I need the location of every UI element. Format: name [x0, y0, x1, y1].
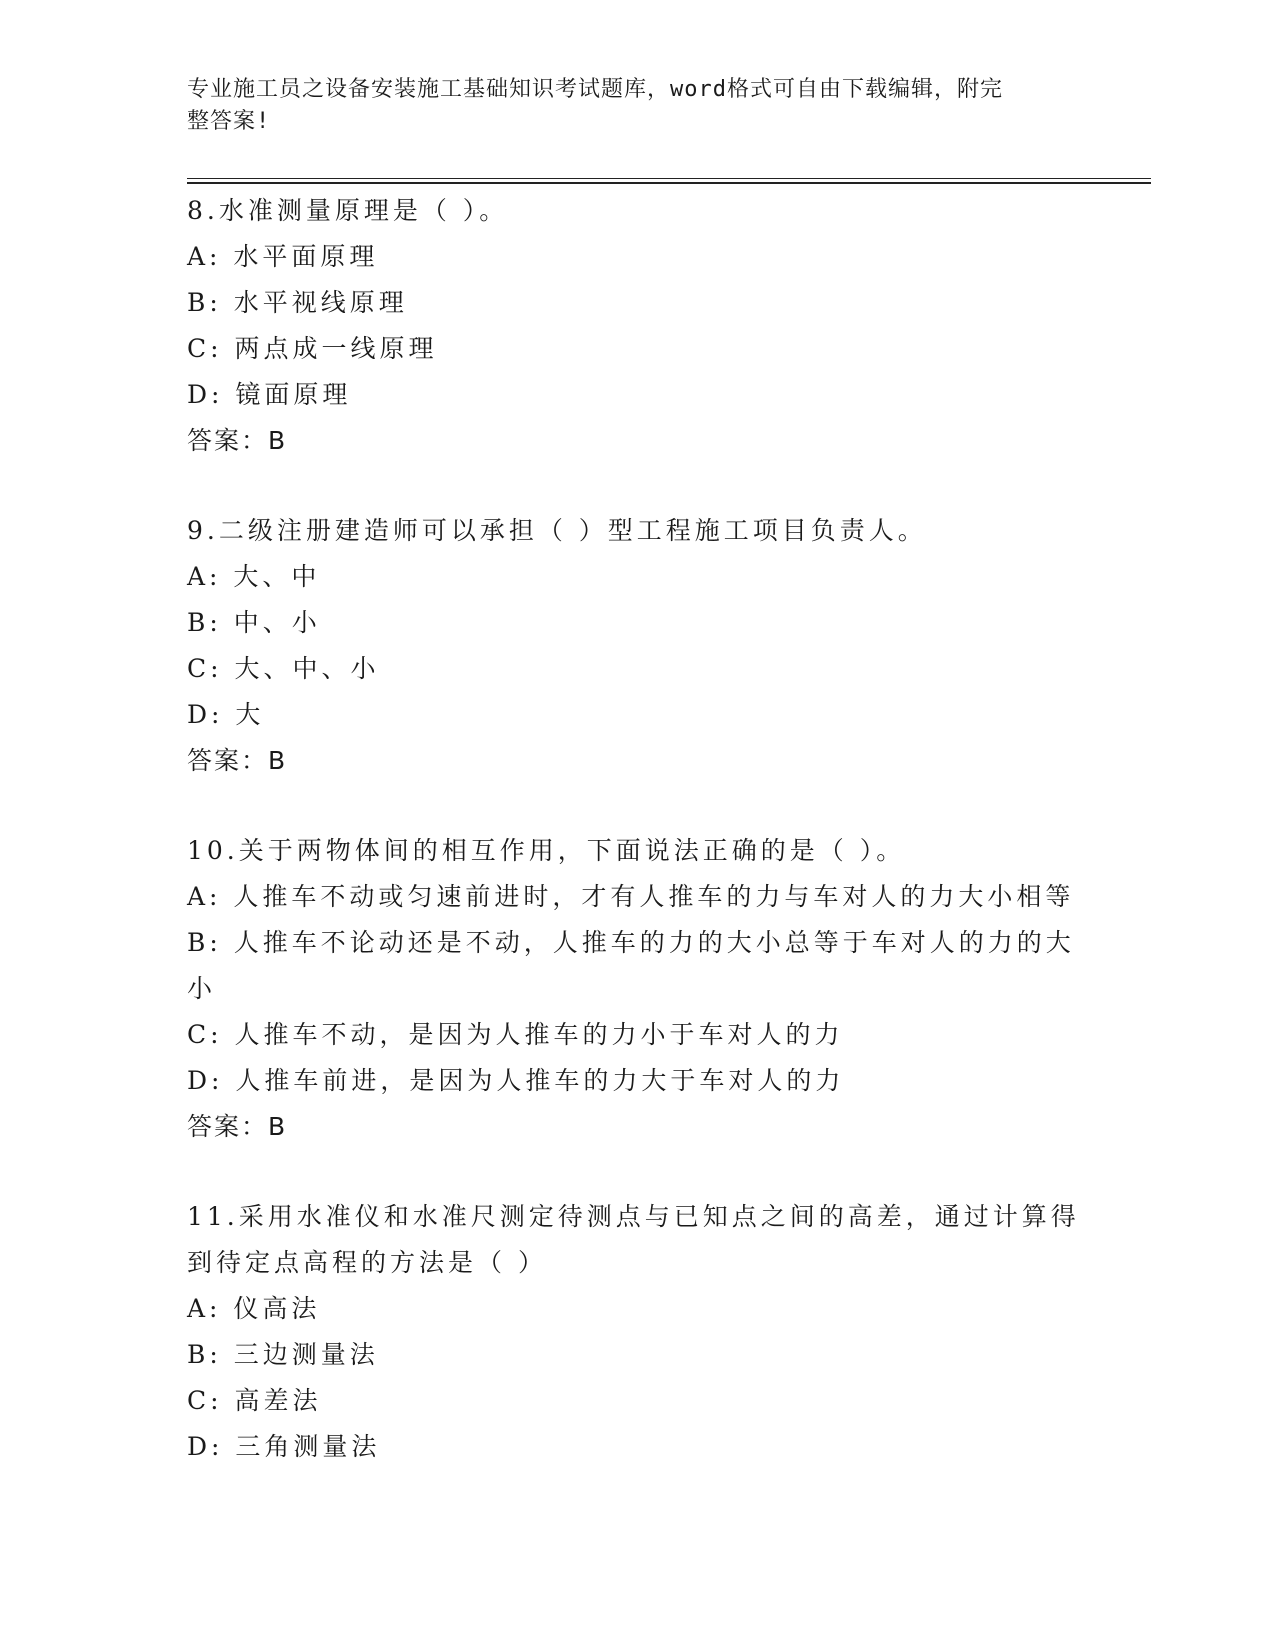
question-stem: 11.采用水准仪和水准尺测定待测点与已知点之间的高差，通过计算得	[187, 1202, 1080, 1231]
option-b: B: 人推车不论动还是不动，人推车的力的大小总等于车对人的力的大	[187, 928, 1075, 957]
option-d: D: 大	[187, 700, 265, 729]
option-b: B: 三边测量法	[187, 1340, 379, 1369]
answer-line: 答案：B	[187, 426, 288, 455]
question-11	[187, 1194, 1087, 1470]
header-divider-thin	[187, 178, 1151, 179]
option-a: A: 大、中	[187, 562, 321, 591]
question-10	[187, 828, 1087, 1150]
question-stem: 10.关于两物体间的相互作用，下面说法正确的是（ ）。	[187, 836, 906, 865]
option-d: D: 三角测量法	[187, 1432, 381, 1461]
option-b-continued: 小	[187, 974, 217, 1003]
header-divider-thick	[187, 182, 1151, 184]
option-b: B: 中、小	[187, 608, 321, 637]
option-a: A: 仪高法	[187, 1294, 321, 1323]
option-a: A: 人推车不动或匀速前进时，才有人推车的力与车对人的力大小相等	[187, 882, 1075, 911]
option-a: A: 水平面原理	[187, 242, 379, 271]
option-b: B: 水平视线原理	[187, 288, 408, 317]
option-c: C: 大、中、小	[187, 654, 380, 683]
option-c: C: 人推车不动，是因为人推车的力小于车对人的力	[187, 1020, 844, 1049]
question-stem: 9.二级注册建造师可以承担（ ）型工程施工项目负责人。	[187, 516, 927, 545]
option-c: C: 高差法	[187, 1386, 322, 1415]
answer-line: 答案：B	[187, 1112, 288, 1141]
header-title-line-2: 整答案!	[187, 109, 271, 134]
option-d: D: 人推车前进，是因为人推车的力大于车对人的力	[187, 1066, 845, 1095]
question-stem: 8.水准测量原理是（ ）。	[187, 196, 509, 225]
question-stem-continued: 到待定点高程的方法是（ ）	[187, 1248, 547, 1277]
question-8	[187, 188, 1087, 464]
question-list	[187, 188, 1087, 1470]
document-header	[187, 74, 1067, 138]
question-9	[187, 508, 1087, 784]
answer-line: 答案：B	[187, 746, 288, 775]
option-c: C: 两点成一线原理	[187, 334, 438, 363]
option-d: D: 镜面原理	[187, 380, 352, 409]
header-title-line-1: 专业施工员之设备安装施工基础知识考试题库，word格式可自由下载编辑，附完	[187, 77, 1003, 102]
